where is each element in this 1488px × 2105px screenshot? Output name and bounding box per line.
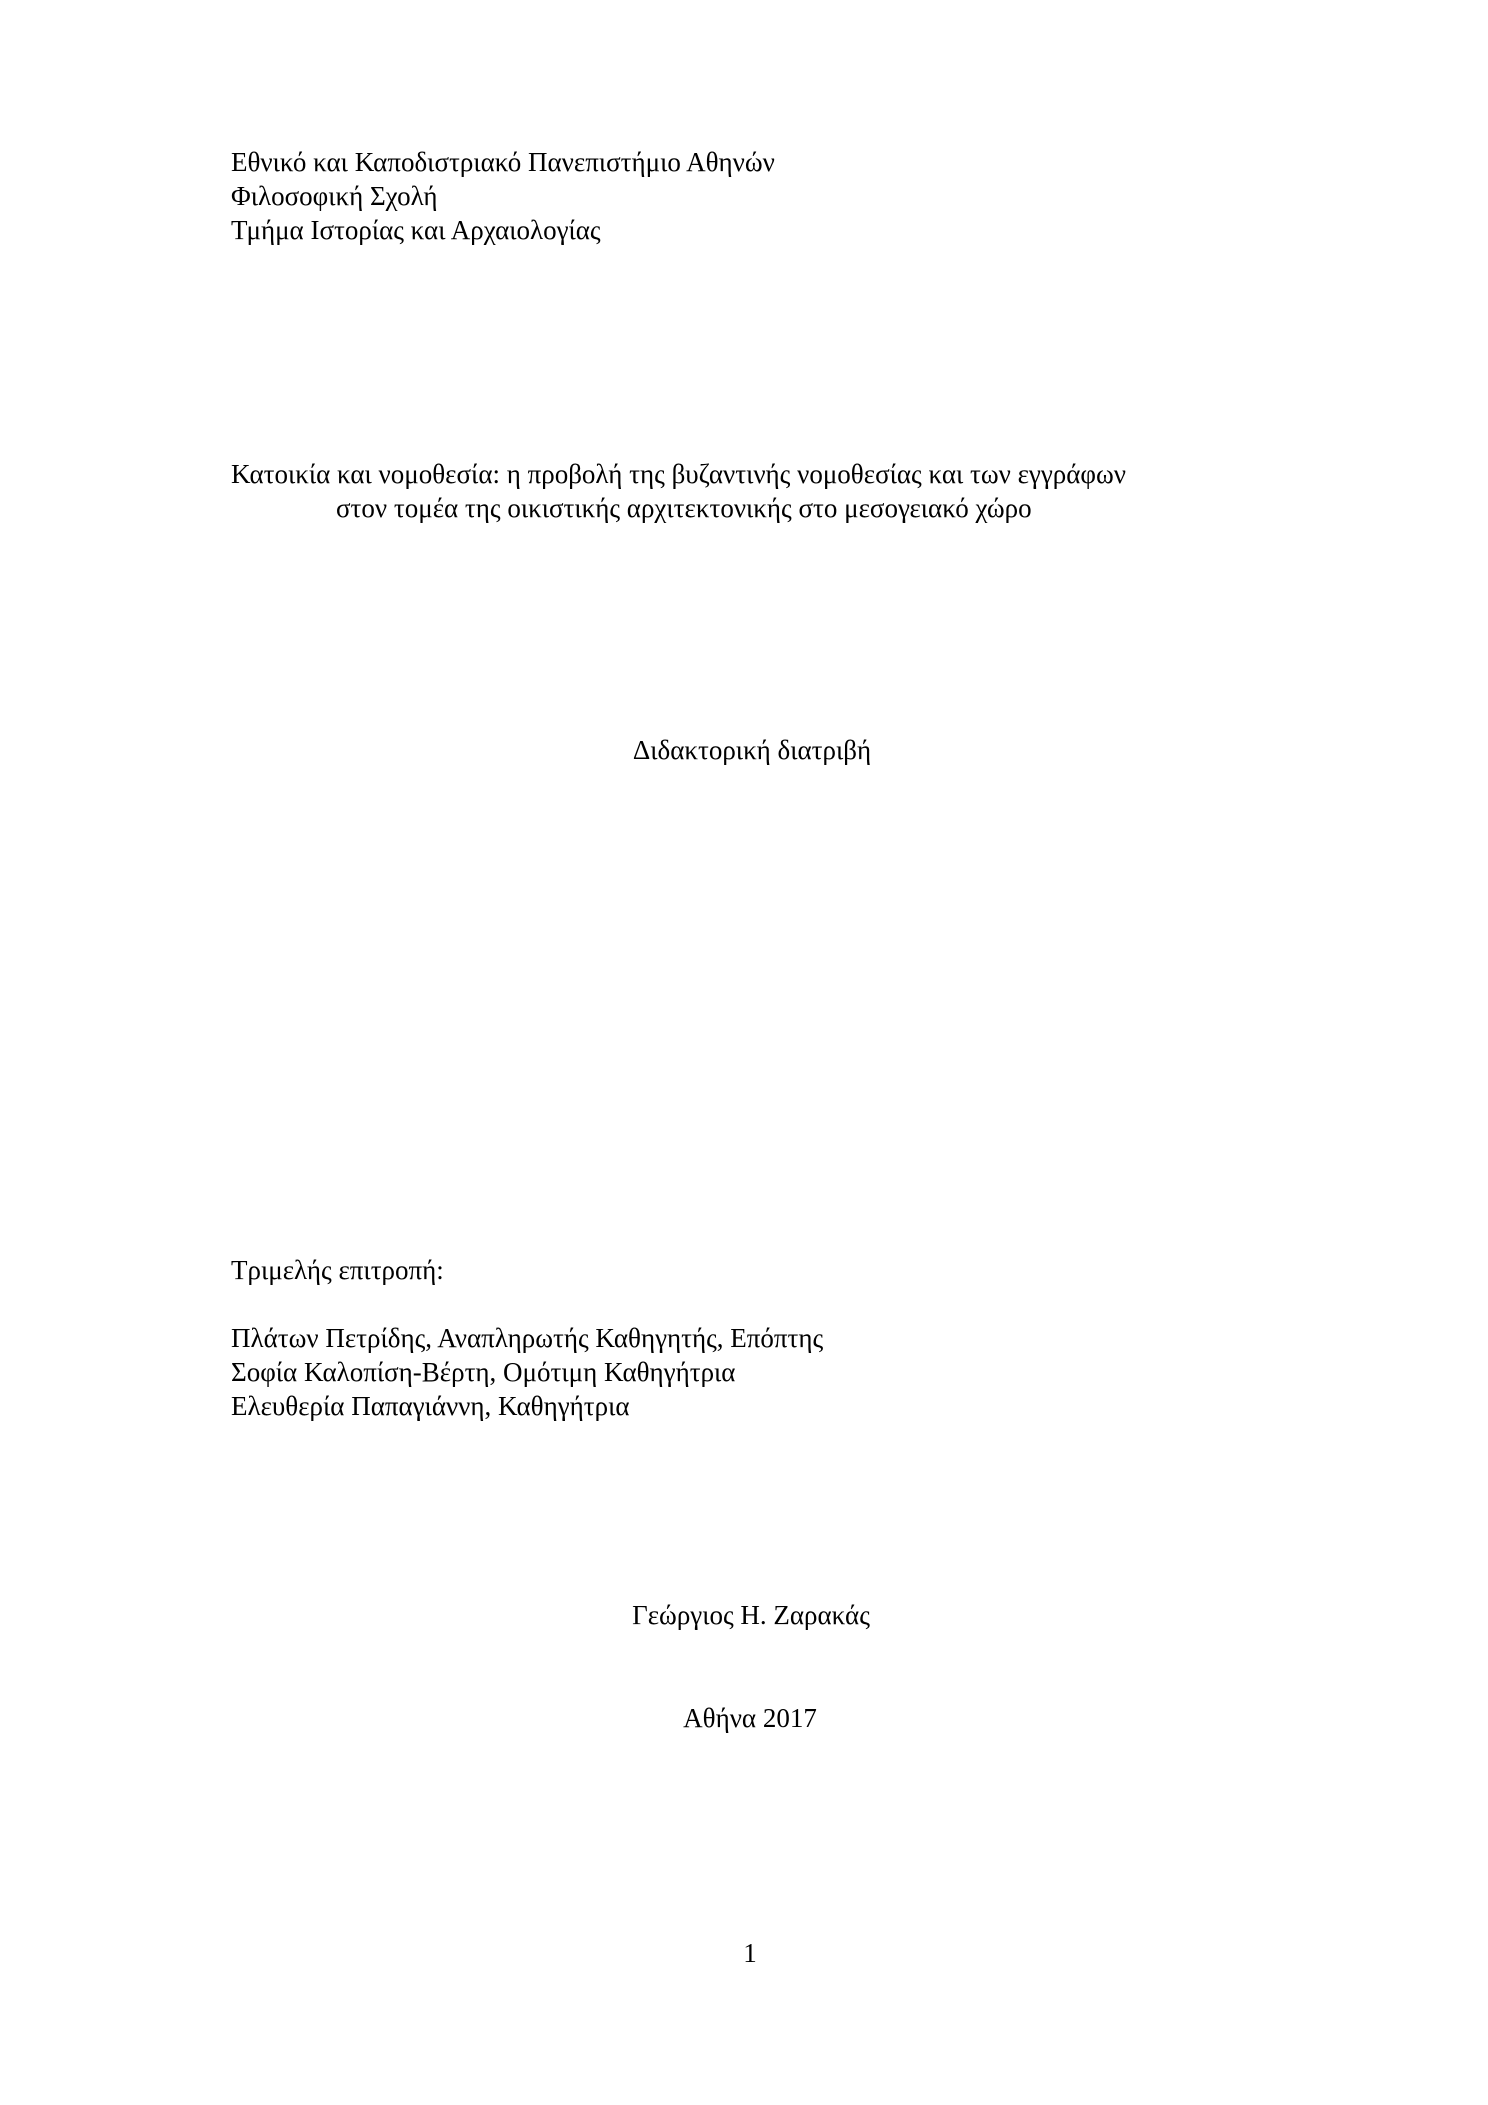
university-name: Εθνικό και Καποδιστριακό Πανεπιστήμιο Αθηνών: [231, 147, 775, 177]
page-number: 1: [743, 1938, 757, 1968]
institution-header: [231, 145, 775, 247]
title-line-1: Κατοικία και νομοθεσία: η προβολή της βυζαντινής νομοθεσίας και των εγγράφων: [231, 459, 1126, 489]
committee-member: Πλάτων Πετρίδης, Αναπληρωτής Καθηγητής, Επόπτης: [231, 1323, 824, 1353]
committee-heading: Τριμελής επιτροπή:: [231, 1255, 444, 1285]
title-line-2: στον τομέα της οικιστικής αρχιτεκτονικής στο μεσογειακό χώρο: [336, 493, 1032, 523]
author-name: Γεώργιος Η. Ζαρακάς: [632, 1600, 870, 1630]
place-year: Αθήνα 2017: [683, 1703, 817, 1733]
thesis-title: [0, 457, 1488, 525]
department-name: Τμήμα Ιστορίας και Αρχαιολογίας: [231, 215, 601, 245]
committee-members: [231, 1321, 823, 1423]
committee-member: Σοφία Καλοπίση-Βέρτη, Ομότιμη Καθηγήτρια: [231, 1357, 736, 1387]
committee-member: Ελευθερία Παπαγιάννη, Καθηγήτρια: [231, 1391, 630, 1421]
school-name: Φιλοσοφική Σχολή: [231, 181, 438, 211]
document-type: Διδακτορική διατριβή: [632, 735, 872, 765]
